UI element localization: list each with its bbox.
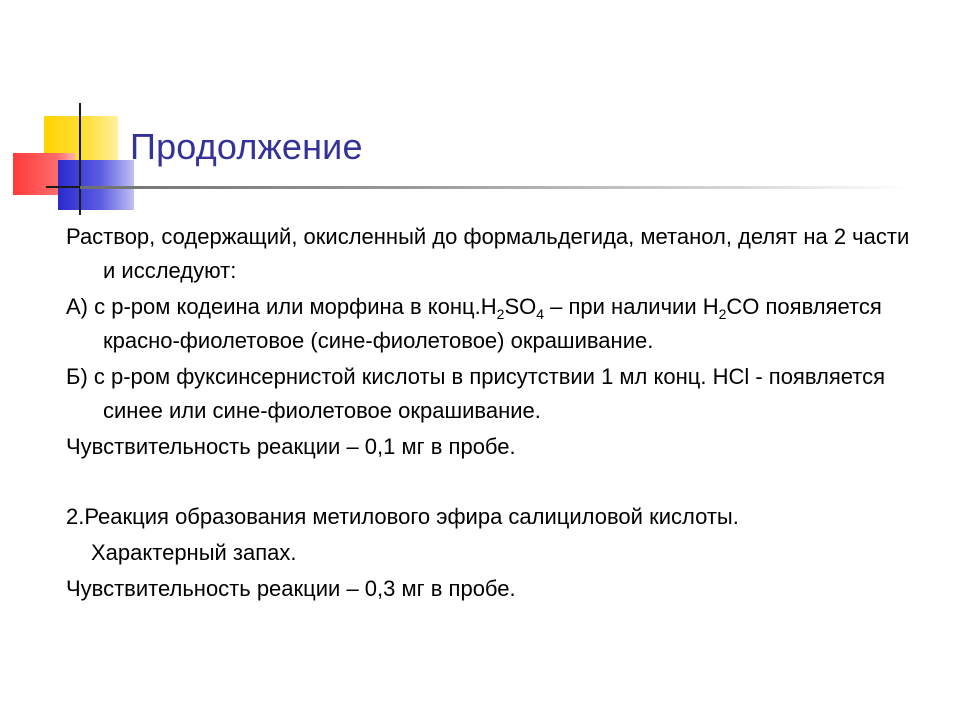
sensitivity-1: Чувствительность реакции – 0,1 мг в пробе.	[66, 434, 516, 459]
subscript-2b: 2	[718, 306, 727, 322]
subscript-2: 2	[496, 306, 505, 322]
logo-vertical-line	[79, 103, 81, 215]
logo-blue-square	[58, 160, 134, 210]
sensitivity-2: Чувствительность реакции – 0,3 мг в пробе.	[66, 576, 516, 601]
reaction-2-heading: 2.Реакция образования метилового эфира салициловой кислоты.	[66, 504, 739, 529]
paragraph-a-text-2: SO	[504, 294, 537, 319]
reaction-2-smell: Характерный запах.	[91, 540, 297, 565]
paragraph-a	[66, 290, 926, 358]
paragraph-a-text-1: А) с р-ром кодеина или морфина в конц.H	[66, 294, 497, 319]
paragraph-a-text-4: CO появляется красно-фиолетовое (сине-фиолетовое) окрашивание.	[103, 294, 882, 353]
paragraph-b: Б) с р-ром фуксинсернистой кислоты в присутствии 1 мл конц. HCl - появляется синее или сине-фиолетовое окрашивание.	[66, 364, 886, 423]
slide-title: Продолжение	[130, 126, 363, 167]
subscript-4: 4	[536, 306, 545, 322]
slide-body	[66, 220, 926, 608]
paragraph-a-text-3: – при наличии H	[544, 294, 719, 319]
paragraph-intro: Раствор, содержащий, окисленный до формальдегида, метанол, делят на 2 части и исследуют:	[66, 224, 910, 283]
title-underline-rule	[80, 186, 910, 189]
